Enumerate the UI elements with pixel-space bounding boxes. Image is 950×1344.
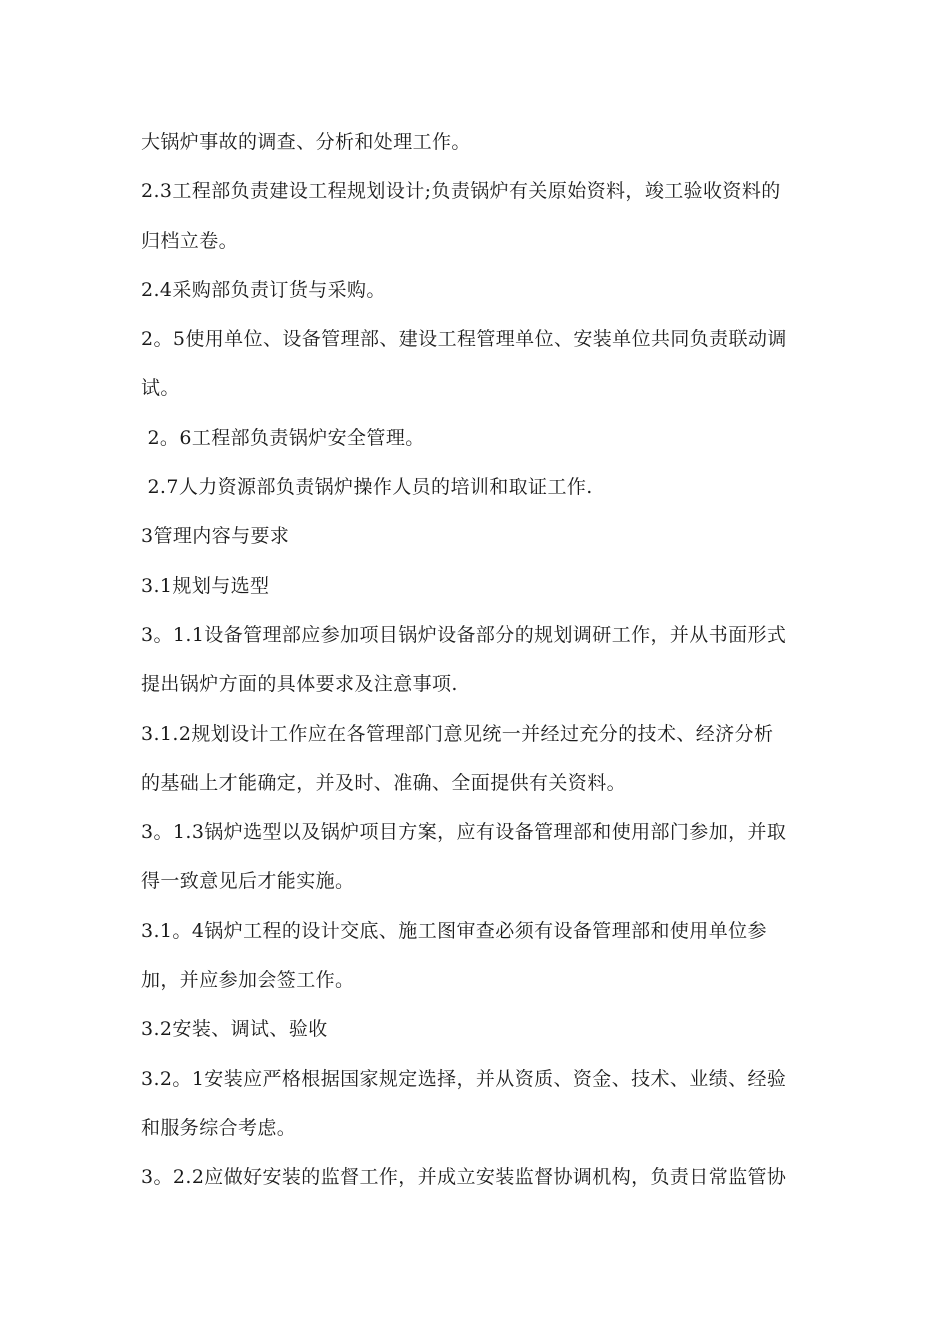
text-line: 3.1.2规划设计工作应在各管理部门意见统一并经过充分的技术、经济分析 — [141, 722, 774, 745]
subsection-heading: 3.1规划与选型 — [141, 574, 270, 597]
text-line: 2。5使用单位、设备管理部、建设工程管理单位、安装单位共同负责联动调 — [141, 328, 787, 351]
text-line: 3。2.2应做好安装的监督工作，并成立安装监督协调机构，负责日常监管协 — [141, 1166, 787, 1189]
subsection-heading: 3.2安装、调试、验收 — [141, 1018, 328, 1041]
text-line: 和服务综合考虑。 — [141, 1116, 297, 1139]
text-line: 3。1.1设备管理部应参加项目锅炉设备部分的规划调研工作，并从书面形式 — [141, 623, 787, 646]
text-line: 3.1。4锅炉工程的设计交底、施工图审查必须有设备管理部和使用单位参 — [141, 919, 767, 942]
text-line: 得一致意见后才能实施。 — [141, 870, 355, 893]
text-line: 的基础上才能确定，并及时、准确、全面提供有关资料。 — [141, 771, 627, 794]
text-line: 归档立卷。 — [141, 229, 239, 252]
text-line: 加，并应参加会签工作。 — [141, 969, 355, 992]
section-heading: 3管理内容与要求 — [141, 525, 290, 548]
document-body — [141, 118, 821, 1203]
text-line: 提出锅炉方面的具体要求及注意事项. — [141, 673, 458, 696]
text-line: 3。1.3锅炉选型以及锅炉项目方案，应有设备管理部和使用部门参加，并取 — [141, 821, 787, 844]
text-line: 2.4采购部负责订货与采购。 — [141, 278, 386, 301]
text-line: 2.7人力资源部负责锅炉操作人员的培训和取证工作. — [141, 476, 593, 499]
text-line: 大锅炉事故的调查、分析和处理工作。 — [141, 131, 471, 153]
text-line: 试。 — [141, 377, 180, 400]
text-line: 2。6工程部负责锅炉安全管理。 — [141, 426, 425, 449]
text-line: 2.3工程部负责建设工程规划设计;负责锅炉有关原始资料，竣工验收资料的 — [141, 180, 781, 203]
text-line: 3.2。1安装应严格根据国家规定选择，并从资质、资金、技术、业绩、经验 — [141, 1067, 787, 1090]
